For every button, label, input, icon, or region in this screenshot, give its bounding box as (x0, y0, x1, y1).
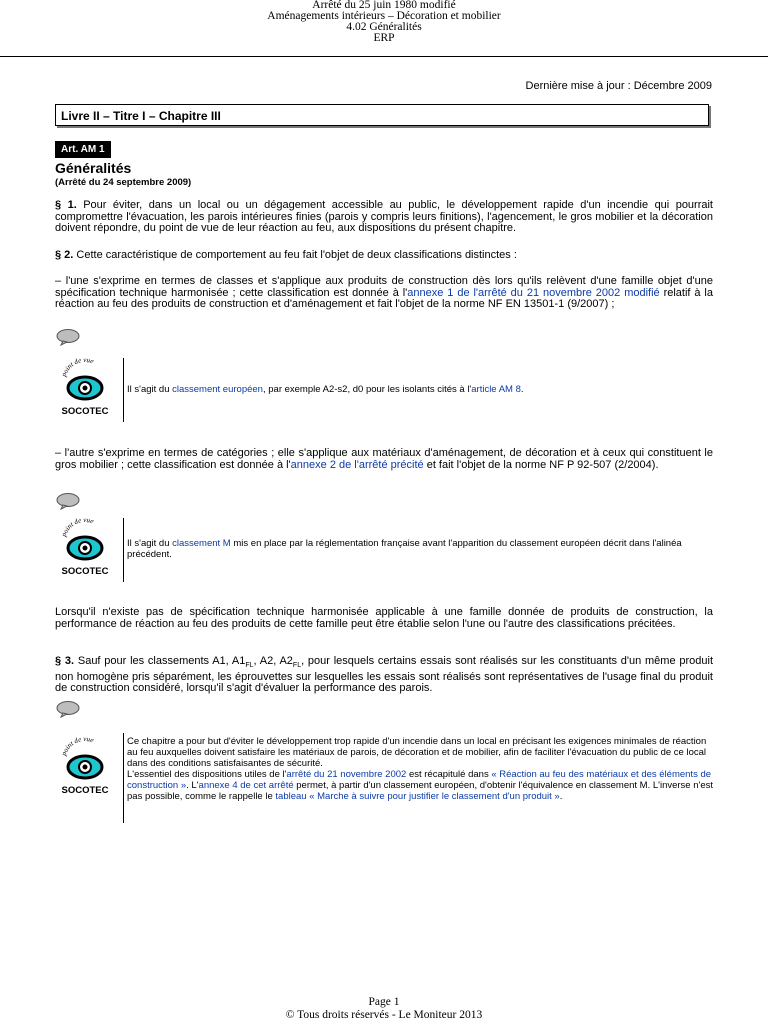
copyright: © Tous droits réservés - Le Moniteur 2013 (285, 1009, 483, 1021)
logo-brand: SOCOTEC (61, 785, 109, 796)
paragraph-3: – l'une s'exprime en termes de classes et s'applique aux produits de construction dès lors qu'ils relèvent d'une famille objet d'une spécification technique harmonisée ; cette classification est donnée à l'annexe 1 de l'arrêté du 21 novembre 2002 modifié relatif à la réaction au feu des produits de construction et d'aménagement et fait l'objet de la norme NF EN 13501-1 (9/2007) ; (55, 275, 713, 310)
paragraph-marker: § 2. (55, 249, 74, 261)
logo-brand: SOCOTEC (61, 566, 109, 577)
link-article-am8[interactable]: article AM 8 (471, 384, 521, 395)
link-classement-m[interactable]: classement M (172, 538, 231, 549)
socotec-logo-icon (55, 518, 115, 582)
header-line-4: ERP (373, 32, 395, 44)
note-divider (123, 518, 124, 582)
note-text: Il s'agit du classement européen, par exemple A2-s2, d0 pour les isolants cités à l'article AM 8. (127, 384, 524, 395)
link-arrete-2002[interactable]: arrêté du 21 novembre 2002 (286, 769, 407, 780)
paragraph-6: § 3. Sauf pour les classements A1, $A1_{FL}$, A2, $A2_{FL}$, pour lesquels certains essais sont réalisés sur les constituants d'un même produit non homogène pris séparément, les éprouvettes sur lesquelles les essais sont réalisés sont représentatives de l'usage final du produit de construction considéré, lorsqu'il s'agit d'évaluer la performance des parois. (55, 655, 713, 695)
header-line-2: Aménagements intérieurs – Décoration et mobilier (267, 10, 501, 22)
paragraph-marker: § 1. (55, 199, 77, 211)
section-title: Généralités (55, 160, 132, 176)
comment-icon[interactable] (56, 328, 80, 346)
paragraph-5: Lorsqu'il n'existe pas de spécification technique harmonisée applicable à une famille donnée de produits de construction, la performance de réaction au feu des produits de cette famille peut être établie selon l'une ou l'autre des classifications précitées. (55, 606, 713, 630)
note-text: Il s'agit du classement M mis en place par la réglementation française avant l'apparition du classement européen décrit dans l'alinéa précédent. (127, 538, 682, 560)
link-reaction-au-feu[interactable]: « Réaction au feu des matériaux et des éléments de construction » (127, 769, 712, 791)
svg-text:point de vue (60, 737, 95, 758)
socotec-logo-icon (55, 358, 115, 422)
section-subtitle: (Arrêté du 24 septembre 2009) (55, 177, 192, 188)
page-footer (0, 996, 768, 1022)
page-number: Page 1 (368, 996, 400, 1008)
logo-brand: SOCOTEC (61, 406, 109, 417)
chapter-heading: Livre II – Titre I – Chapitre III (55, 104, 709, 126)
paragraph-1: § 1. Pour éviter, dans un local ou un dégagement accessible au public, le développement rapide d'un incendie qui pourrait compromettre l'évacuation, les parois intérieures finies (parois y compris leurs finitions), l'agencement, le gros mobilier et la décoration doivent répondre, du point de vue de leur réaction au feu, aux dispositions du présent chapitre. (55, 199, 713, 234)
svg-text:point de vue (60, 358, 95, 379)
last-update: Dernière mise à jour : Décembre 2009 (525, 80, 712, 92)
logo-arc-text: point de vue (59, 358, 95, 378)
paragraph-marker: § 3. (55, 655, 75, 667)
logo-arc-text: point de vue (59, 737, 95, 757)
socotec-note-2 (55, 518, 715, 582)
logo-arc-text: point de vue (59, 518, 95, 538)
document-header (0, 0, 768, 44)
header-line-3: 4.02 Généralités (346, 21, 422, 33)
socotec-note-1 (55, 358, 715, 422)
paragraph-4: – l'autre s'exprime en termes de catégories ; elle s'applique aux matériaux d'aménagement, de décoration et à ceux qui constituent le gros mobilier ; cette classification est donnée à l'annexe 2 de l'arrêté précité et fait l'objet de la norme NF P 92-507 (2/2004). (55, 447, 713, 471)
header-line-1: Arrêté du 25 juin 1980 modifié (312, 0, 456, 11)
link-tableau-marche[interactable]: tableau « Marche à suivre pour justifier le classement d'un produit » (275, 791, 560, 802)
socotec-note-3 (55, 733, 715, 823)
link-annexe-2[interactable]: annexe 2 de l'arrêté précité (290, 458, 424, 471)
svg-text:point de vue (60, 518, 95, 539)
link-annexe-1[interactable]: annexe 1 de l'arrêté du 21 novembre 2002 modifié (407, 286, 660, 299)
link-annexe-4[interactable]: annexe 4 de cet arrêté (198, 780, 294, 791)
article-tag: Art. AM 1 (55, 141, 111, 158)
comment-icon[interactable] (56, 492, 80, 510)
note-divider (123, 358, 124, 422)
socotec-logo-icon (55, 737, 115, 801)
link-classement-europeen[interactable]: classement européen (172, 384, 263, 395)
note-text: Ce chapitre a pour but d'éviter le développement trop rapide d'un incendie dans un local en précisant les exigences minimales de réaction au feu auxquelles doivent satisfaire les matériaux de parois, de décoration et de mobilier, afin de faciliter l'évacuation du public de ce local dans des conditions satisfaisantes de sécurité. L'essentiel des dispositions utiles de l'arrêté du 21 novembre 2002 est récapitulé dans « Réaction au feu des matériaux et des éléments de construction ». L'annexe 4 de cet arrêté permet, à partir d'un classement européen, d'obtenir l'équivalence en classement M. L'inverse n'est pas possible, comme le rappelle le tableau « Marche à suivre pour justifier le classement d'un produit ». (127, 736, 714, 802)
paragraph-2: § 2. Cette caractéristique de comportement au feu fait l'objet de deux classifications distinctes : (55, 249, 517, 261)
comment-icon[interactable] (56, 700, 80, 718)
note-divider (123, 733, 124, 823)
header-divider (0, 56, 768, 57)
